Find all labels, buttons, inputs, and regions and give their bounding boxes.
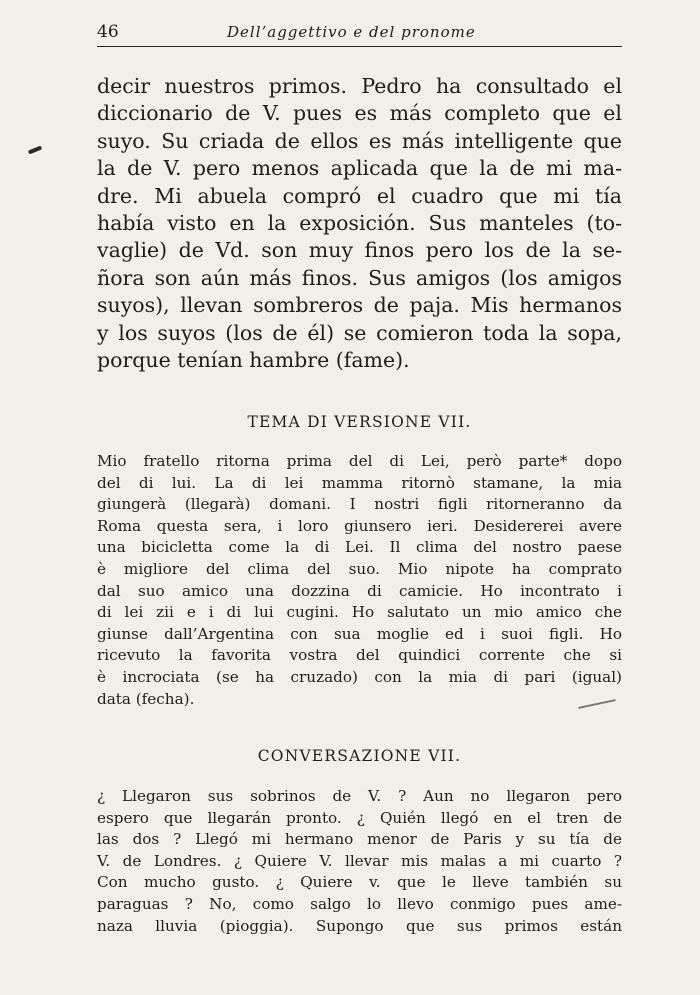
text-line: Con mucho gusto. ¿ Quiere v. que le lleve también su: [97, 873, 622, 892]
text-line: diccionario de V. pues es más completo que el: [97, 101, 622, 126]
section-heading-conversazione: CONVERSAZIONE VII.: [257, 747, 462, 765]
text-line: giunse dall’Argentina con sua moglie ed i suoi figli. Ho: [97, 624, 622, 643]
text-line: suyo. Su criada de ellos es más intelligente que: [97, 128, 622, 153]
text-line: dre. Mi abuela compró el cuadro que mi tía: [97, 183, 622, 208]
text-line: è incrociata (se ha cruzado) con la mia di pari (igual): [97, 667, 622, 686]
text-line: giungerà (llegarà) domani. I nostri figli ritorneranno da: [97, 495, 622, 514]
page-number: 46: [97, 22, 119, 42]
italian-exercise-paragraph: [97, 451, 622, 710]
text-line: dal suo amico una dozzina di camicie. Ho incontrato i: [97, 581, 622, 600]
text-line: espero que llegarán pronto. ¿ Quién llegó en el tren de: [97, 808, 622, 827]
text-line: ñora son aún más finos. Sus amigos (los amigos: [97, 265, 622, 290]
text-line: Roma questa sera, i loro giunsero ieri. Desidererei avere: [97, 516, 622, 535]
section-heading-tema: TEMA DI VERSIONE VII.: [247, 413, 472, 431]
running-title: Dell’aggettivo e del pronome: [227, 23, 476, 41]
page-header: [97, 20, 622, 47]
text-line: Mio fratello ritorna prima del di Lei, però parte* dopo: [97, 452, 622, 470]
text-line: è migliore del clima del suo. Mio nipote ha comprato: [97, 559, 622, 578]
text-line: del di lui. La di lei mamma ritornò stamane, la mia: [97, 473, 622, 492]
text-line: paraguas ? No, como salgo lo llevo conmigo pues ame-: [97, 894, 622, 913]
text-line: y los suyos (los de él) se comieron toda la sopa,: [97, 320, 622, 345]
text-line: una bicicletta come la di Lei. Il clima del nostro paese: [97, 538, 622, 557]
text-line: porque tenían hambre (fame).: [97, 347, 410, 372]
text-line: las dos ? Llegó mi hermano menor de Paris y su tía de: [97, 830, 622, 849]
text-line: di lei zii e i di lui cugini. Ho salutato un mio amico che: [97, 603, 622, 622]
text-line: data (fecha).: [97, 689, 195, 708]
text-line: la de V. pero menos aplicada que la de mi ma-: [97, 156, 622, 181]
text-line: había visto en la exposición. Sus manteles (to-: [97, 210, 622, 235]
text-line: ricevuto la favorita vostra del quindici corrente che si: [97, 646, 622, 665]
margin-ink-mark: [28, 146, 42, 155]
text-line: ¿ Llegaron sus sobrinos de V. ? Aun no llegaron pero: [97, 787, 622, 805]
text-line: vaglie) de Vd. son muy finos pero los de la se-: [97, 238, 622, 263]
text-line: V. de Londres. ¿ Quiere V. llevar mis malas a mi cuarto ?: [97, 851, 622, 870]
conversation-paragraph: [97, 786, 622, 937]
spanish-paragraph: [97, 73, 622, 374]
text-line: suyos), llevan sombreros de paja. Mis hermanos: [97, 293, 622, 318]
text-line: decir nuestros primos. Pedro ha consultado el: [97, 74, 622, 98]
text-line: naza lluvia (pioggia). Supongo que sus primos están: [97, 916, 622, 935]
